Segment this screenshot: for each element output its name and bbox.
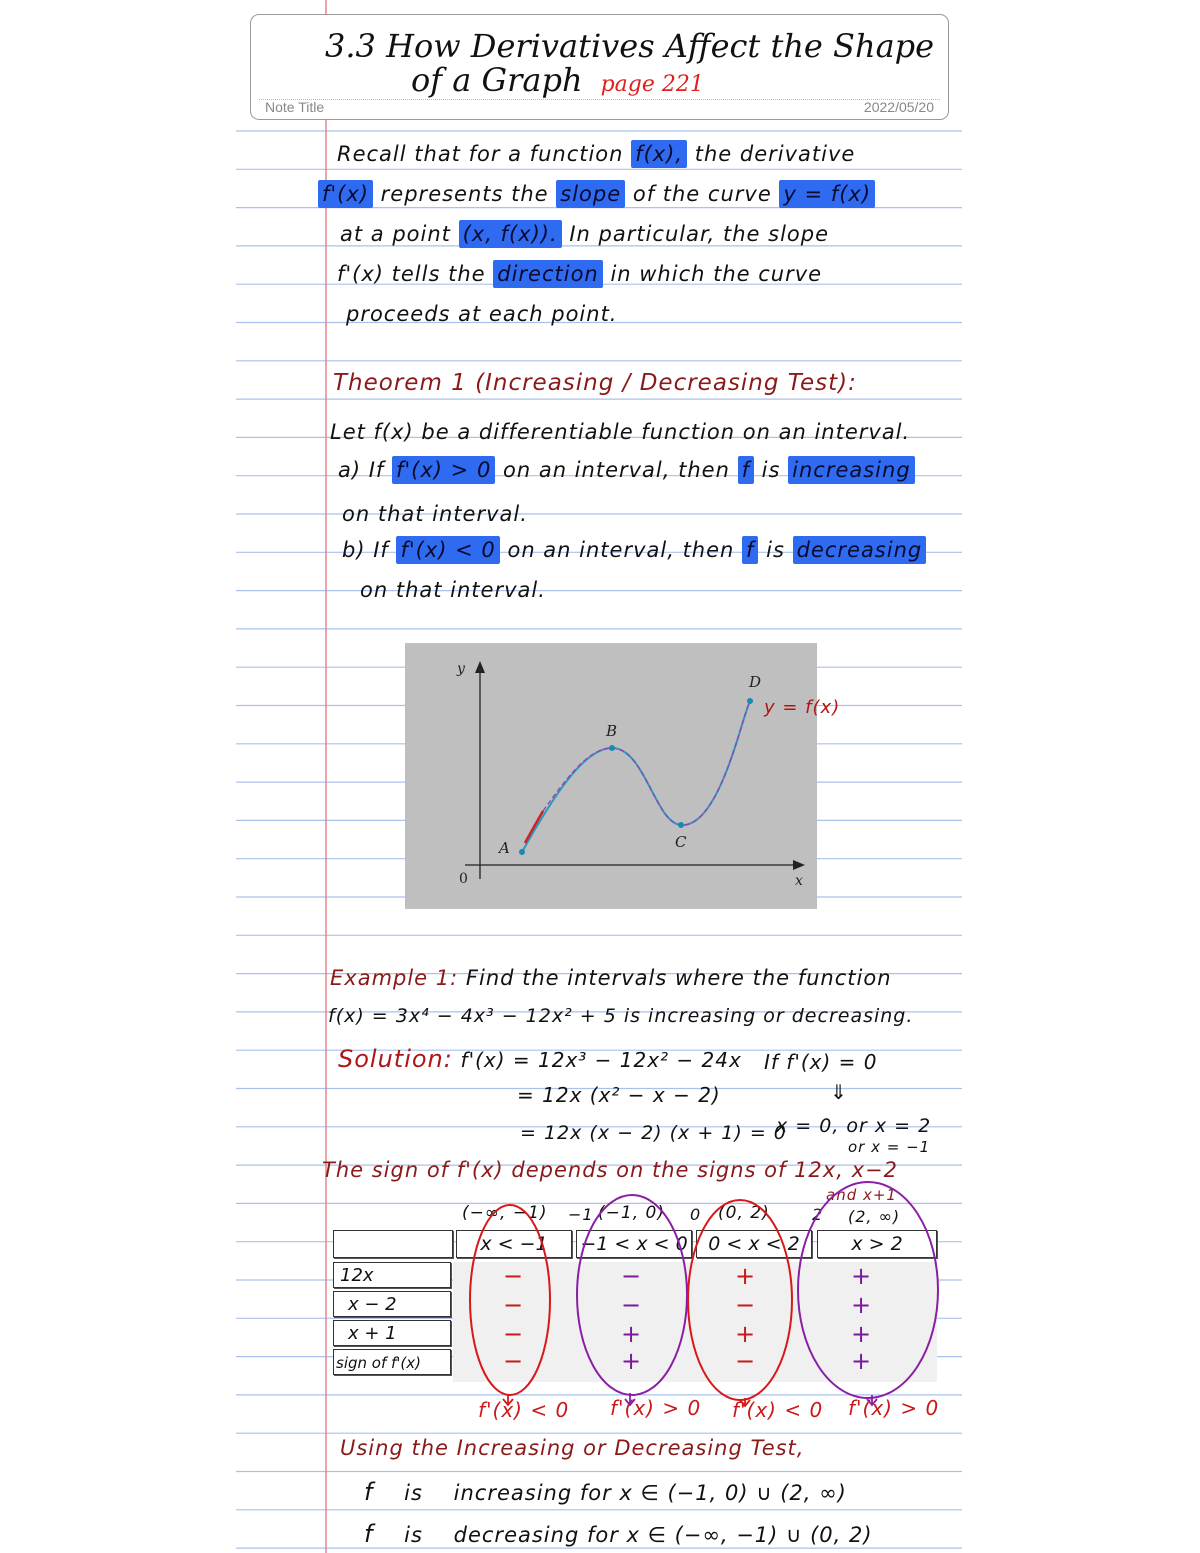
title-line-2: of a Graph	[411, 61, 583, 99]
highlight-point: (x, f(x)).	[459, 220, 562, 248]
sign-mark-r1-c2: −	[621, 1262, 642, 1290]
x-axis-arrow	[793, 860, 805, 870]
side-roots: x = 0, or x = 2	[776, 1115, 932, 1137]
curve-annotation: y = f(x)	[764, 697, 841, 718]
side-condition: If f'(x) = 0	[764, 1050, 878, 1074]
interval-label-7: (2, ∞)	[848, 1207, 901, 1226]
highlight-increasing: increasing	[788, 456, 915, 484]
interval-label-3: (−1, 0)	[598, 1203, 665, 1223]
point-a-dot	[519, 849, 525, 855]
note-title-box[interactable]	[250, 14, 949, 120]
theorem-heading: Theorem 1 (Increasing / Decreasing Test):	[333, 370, 857, 396]
interval-label-6: 2	[812, 1205, 824, 1224]
highlight-fprime-positive: f'(x) > 0	[392, 456, 495, 484]
point-c-label: C	[675, 833, 687, 851]
table-header-2: −1 < x < 0	[576, 1230, 692, 1258]
point-b-label: B	[606, 722, 618, 740]
example-line-1: Example 1: Find the intervals where the function	[330, 966, 892, 990]
theorem-part-b: b) If f'(x) < 0 on an interval, then f is decreasing	[342, 538, 926, 562]
red-tangent-trace	[525, 811, 543, 843]
result-1: f'(x) < 0	[478, 1398, 570, 1422]
result-4: f'(x) > 0	[848, 1396, 940, 1420]
sign-mark-r2-c2: −	[621, 1291, 642, 1319]
table-row-label-4: sign of f'(x)	[333, 1349, 451, 1375]
theorem-part-a: a) If f'(x) > 0 on an interval, then f is increasing	[338, 458, 915, 482]
point-a-label: A	[499, 839, 510, 857]
sign-mark-r1-c1: −	[503, 1262, 524, 1290]
interval-label-2: −1	[568, 1205, 594, 1224]
sign-mark-r3-c2: +	[621, 1320, 642, 1348]
table-header-3: 0 < x < 2	[696, 1230, 812, 1258]
sign-note-2: and x+1	[826, 1186, 897, 1204]
sign-mark-r3-c3: +	[735, 1320, 756, 1348]
sign-mark-r1-c3: +	[735, 1262, 756, 1290]
highlight-f-b: f	[742, 536, 758, 564]
highlight-fprime: f'(x)	[318, 180, 373, 208]
highlight-decreasing: decreasing	[793, 536, 927, 564]
table-row-label-2: x − 2	[333, 1291, 451, 1317]
recall-line-4: f'(x) tells the direction in which the curve	[337, 262, 823, 286]
sign-note: The sign of f'(x) depends on the signs of 12x, x−2	[322, 1158, 898, 1182]
solution-line-1: Solution: f'(x) = 12x³ − 12x² − 24x	[338, 1045, 742, 1073]
table-header-1: x < −1	[456, 1230, 572, 1258]
page-reference: page 221	[600, 72, 704, 97]
side-arrow: ⇓	[830, 1080, 848, 1104]
interval-label-5: (0, 2)	[718, 1203, 770, 1223]
title-line-1: 3.3 How Derivatives Affect the Shape	[325, 27, 935, 65]
theorem-part-a-cont: on that interval.	[342, 502, 528, 526]
point-b-dot	[609, 745, 615, 751]
recall-line-3: at a point (x, f(x)). In particular, the slope	[340, 222, 830, 246]
sign-mark-r3-c1: −	[503, 1320, 524, 1348]
graph-svg	[405, 643, 817, 909]
page-title	[325, 29, 934, 102]
table-row-label-3: x + 1	[333, 1320, 451, 1346]
sign-mark-r3-c4: +	[851, 1320, 872, 1348]
highlight-fprime-negative: f'(x) < 0	[396, 536, 499, 564]
conclusion-intro: Using the Increasing or Decreasing Test,	[340, 1436, 805, 1460]
theorem-intro: Let f(x) be a differentiable function on an interval.	[330, 420, 911, 444]
title-divider	[259, 99, 940, 100]
highlight-f-a: f	[738, 456, 754, 484]
point-d-dot	[747, 698, 753, 704]
example-function: f(x) = 3x⁴ − 4x³ − 12x² + 5 is increasing or decreasing.	[328, 1005, 914, 1027]
sign-mark-r2-c3: −	[735, 1291, 756, 1319]
solution-step-3: = 12x (x − 2) (x + 1) = 0	[520, 1122, 787, 1144]
sign-mark-r4-c2: +	[621, 1347, 642, 1375]
note-date: 2022/05/20	[863, 99, 934, 115]
recall-line-5: proceeds at each point.	[346, 302, 618, 326]
result-3: f'(x) < 0	[732, 1398, 824, 1422]
graph-figure[interactable]	[405, 643, 817, 909]
purple-trace	[543, 701, 750, 825]
sign-mark-r4-c1: −	[503, 1347, 524, 1375]
table-row-label-1: 12x	[333, 1262, 451, 1288]
interval-label-1: (−∞, −1)	[462, 1203, 548, 1223]
sign-mark-r4-c4: +	[851, 1347, 872, 1375]
highlight-slope: slope	[556, 180, 625, 208]
x-axis-label: x	[795, 873, 803, 889]
sign-mark-r1-c4: +	[851, 1262, 872, 1290]
interval-label-4: 0	[690, 1205, 702, 1224]
point-d-label: D	[749, 673, 762, 691]
recall-line-2: f'(x) represents the slope of the curve y = f(x)	[318, 182, 875, 206]
origin-label: 0	[459, 871, 468, 887]
function-curve	[522, 701, 750, 852]
recall-line-1: Recall that for a function f(x), the derivative	[337, 142, 856, 166]
table-corner-cell	[333, 1230, 453, 1258]
table-header-4: x > 2	[817, 1230, 937, 1258]
point-c-dot	[678, 822, 684, 828]
conclusion-decreasing: f is decreasing for x ∈ (−∞, −1) ∪ (0, 2)	[364, 1520, 873, 1548]
highlight-fx: f(x),	[631, 140, 687, 168]
sign-mark-r4-c3: −	[735, 1347, 756, 1375]
y-axis-label: y	[457, 661, 465, 677]
sign-mark-r2-c1: −	[503, 1291, 524, 1319]
highlight-y-equals-fx: y = f(x)	[779, 180, 875, 208]
solution-label: Solution:	[338, 1045, 453, 1073]
y-axis-arrow	[475, 661, 485, 673]
note-title-label: Note Title	[265, 99, 325, 115]
theorem-part-b-cont: on that interval.	[360, 578, 546, 602]
conclusion-increasing: f is increasing for x ∈ (−1, 0) ∪ (2, ∞)	[364, 1478, 847, 1506]
solution-step-2: = 12x (x² − x − 2)	[517, 1083, 721, 1107]
result-2: f'(x) > 0	[610, 1396, 702, 1420]
side-roots-2: or x = −1	[848, 1138, 931, 1156]
example-label: Example 1:	[330, 966, 459, 990]
sign-mark-r2-c4: +	[851, 1291, 872, 1319]
highlight-direction: direction	[493, 260, 603, 288]
